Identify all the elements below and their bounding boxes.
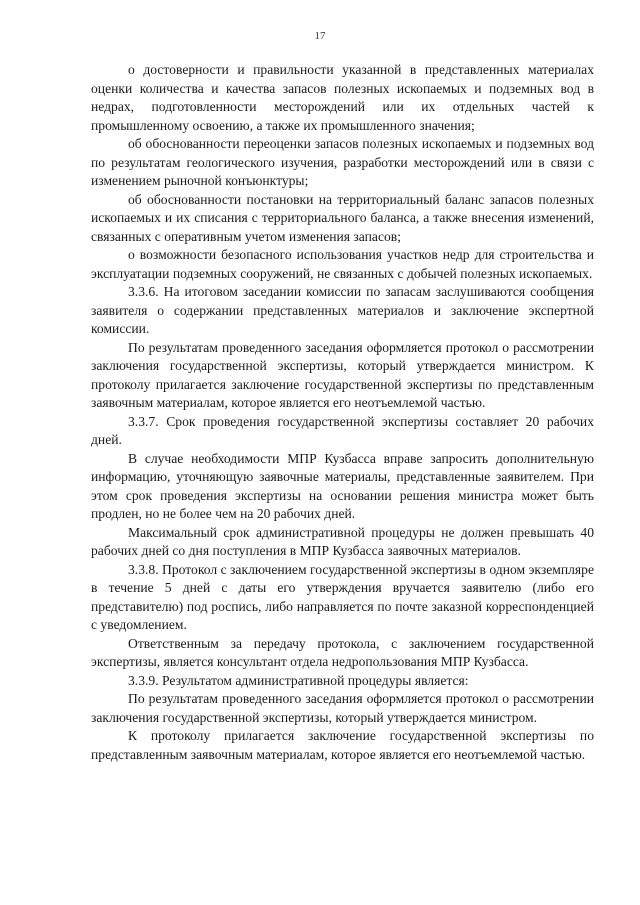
- paragraph: Ответственным за передачу протокола, с заключением государственной экспертизы, является консультант отдела недропользования МПР Кузбасса.: [91, 635, 594, 669]
- paragraph: о достоверности и правильности указанной в представленных материалах оценки количества и качества запасов полезных ископаемых и подземных вод в недрах, подготовленности месторождений или их отдельных частей к промышленному освоению, а также их промышленного значения;: [91, 62, 594, 133]
- paragraph: По результатам проведенного заседания оформляется протокол о рассмотрении заключения государственной экспертизы, который утверждается министром.: [91, 691, 594, 725]
- paragraph: о возможности безопасного использования участков недр для строительства и эксплуатации подземных сооружений, не связанных с добычей полезных ископаемых.: [91, 247, 594, 281]
- paragraph: В случае необходимости МПР Кузбасса вправе запросить дополнительную информацию, уточняющую заявочные материалы, представленные заявителем. При этом срок проведения экспертизы на основании решения министра может быть продлен, но не более чем на 20 рабочих дней.: [91, 450, 594, 521]
- paragraph: 3.3.7. Срок проведения государственной экспертизы составляет 20 рабочих дней.: [91, 413, 594, 447]
- paragraph: об обоснованности постановки на территориальный баланс запасов полезных ископаемых и их списания с территориального баланса, а также внесения изменений, связанных с оперативным учетом изменения запасов;: [91, 191, 594, 244]
- page-number: 17: [314, 30, 326, 42]
- paragraph: По результатам проведенного заседания оформляется протокол о рассмотрении заключения государственной экспертизы, который утверждается министром. К протоколу прилагается заключение государственной экспертизы по представленным заявочным материалам, которое является его неотъемлемой частью.: [91, 339, 594, 410]
- paragraph: 3.3.6. На итоговом заседании комиссии по запасам заслушиваются сообщения заявителя о содержании представленных материалов и заключение экспертной комиссии.: [91, 284, 594, 336]
- paragraph: об обоснованности переоценки запасов полезных ископаемых и подземных вод по результатам геологического изучения, разработки месторождений или в связи с изменением рыночной конъюнктуры;: [91, 136, 594, 188]
- paragraph: 3.3.8. Протокол с заключением государственной экспертизы в одном экземпляре в течение 5 дней с даты его утверждения вручается заявителю (либо его представителю) под роспись, либо направляется по почте заказной корреспонденцией с уведомлением.: [91, 561, 594, 632]
- paragraph: Максимальный срок административной процедуры не должен превышать 40 рабочих дней со дня поступления в МПР Кузбасса заявочных материалов.: [91, 524, 594, 558]
- document-body: [91, 61, 594, 764]
- paragraph: К протоколу прилагается заключение государственной экспертизы по представленным заявочным материалам, которое является его неотъемлемой частью.: [91, 728, 594, 762]
- paragraph: 3.3.9. Результатом административной процедуры является:: [128, 672, 469, 688]
